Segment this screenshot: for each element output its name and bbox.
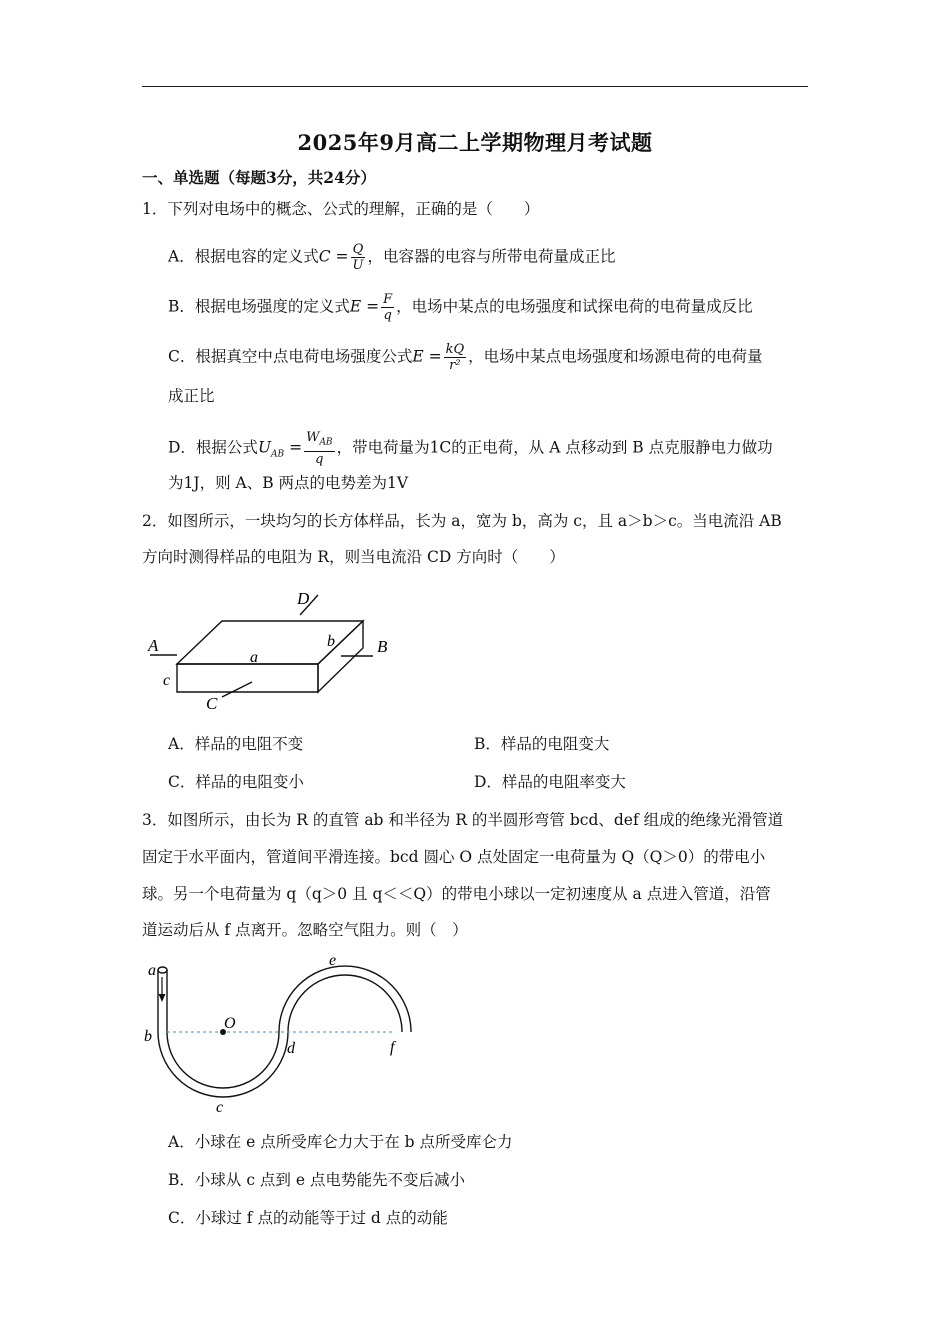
q1-b-post: ，电场中某点的电场强度和试探电荷的电荷量成反比 (396, 297, 753, 316)
q1-option-b (168, 292, 753, 323)
q3-stem-line4: 道运动后从 f 点离开。忽略空气阻力。则（ ） (142, 921, 468, 939)
page-title: 2025年9月高二上学期物理月考试题 (297, 130, 653, 155)
q1-d-fraction (304, 430, 335, 467)
q3-stem-line2: 固定于水平面内，管道间平滑连接。bcd 圆心 O 点处固定一电荷量为 Q（Q＞0）的带电小 (142, 848, 766, 866)
label-a: a (250, 649, 258, 666)
q1-c-den: r² (449, 358, 461, 373)
q1-option-a (168, 242, 615, 273)
q1-a-lhs: C = (318, 247, 349, 266)
q1-a-num: Q (352, 242, 364, 257)
q1-d-lhs: U (257, 438, 272, 457)
q1-b-num: F (383, 292, 393, 307)
q1-d-den: q (315, 451, 324, 467)
label-A: A (148, 636, 159, 655)
q3-option-c: C．小球过 f 点的动能等于过 d 点的动能 (168, 1209, 448, 1227)
q1-d-lhs-sub: AB (271, 449, 285, 460)
header-rule (142, 86, 808, 87)
q1-d-post: ，带电荷量为1C的正电荷，从 A 点移动到 B 点克服静电力做功 (336, 438, 773, 457)
label-D: D (297, 589, 310, 608)
q1-a-den: U (352, 258, 364, 273)
q2-option-c: C．样品的电阻变小 (168, 773, 304, 791)
pipe-entry (158, 967, 167, 973)
cuboid-front-face (177, 664, 318, 692)
label-B: B (377, 637, 388, 656)
q3-option-a: A．小球在 e 点所受库仑力大于在 b 点所受库仑力 (168, 1133, 513, 1151)
velocity-arrow-head (159, 994, 166, 1002)
q1-c-num: kQ (445, 342, 465, 357)
q1-c-text: C．根据真空中点电荷电场强度公式 (168, 347, 413, 366)
q1-c-fraction (444, 342, 467, 373)
cuboid-figure (140, 585, 400, 715)
q1-option-c-line2: 成正比 (168, 387, 215, 405)
label-point-e: e (329, 952, 337, 969)
pipe-inner-wall (167, 966, 411, 1088)
label-point-O: O (224, 1015, 236, 1032)
label-point-f: f (390, 1039, 395, 1056)
pipe-outer-wall (158, 970, 402, 1097)
q1-stem: 1．下列对电场中的概念、公式的理解，正确的是（ ） (142, 200, 540, 218)
q3-stem-line1: 3．如图所示，由长为 R 的直管 ab 和半径为 R 的半圆形弯管 bcd、def 组成的绝缘光滑管道 (142, 811, 784, 829)
q1-b-fraction (381, 292, 394, 323)
q1-option-d: D．根据公式$U_{AB}$ = $\frac{W_{AB}}{q}$ ，带电荷量为1C的正电荷，从 A 点移动到 B 点克服静电力做功 (168, 430, 773, 467)
q2-option-a: A．样品的电阻不变 (168, 735, 304, 753)
q1-d-num: W (306, 430, 320, 445)
q1-c-post: ，电场中某点电场强度和场源电荷的电荷量 (468, 347, 763, 366)
q1-d-num-sub: AB (319, 437, 333, 448)
label-point-c: c (216, 1099, 224, 1116)
cuboid-top-face (177, 621, 363, 664)
label-C: C (206, 694, 218, 713)
lead-C (222, 682, 252, 697)
q3-option-b: B．小球从 c 点到 e 点电势能先不变后减小 (168, 1171, 465, 1189)
q1-d-text: D．根据公式 (168, 438, 258, 457)
q1-b-text: B．根据电场强度的定义式 (168, 297, 350, 316)
section-heading: 一、单选题（每题3分，共24分） (142, 168, 376, 187)
q2-option-d: D．样品的电阻率变大 (474, 773, 626, 791)
label-c: c (163, 672, 171, 689)
q1-c-lhs: E = (412, 347, 442, 366)
q1-option-c (168, 342, 763, 373)
q1-b-den: q (383, 308, 392, 323)
q2-stem-line2: 方向时测得样品的电阻为 R，则当电流沿 CD 方向时（ ） (142, 548, 565, 566)
label-b: b (327, 633, 335, 650)
q2-option-b: B．样品的电阻变大 (474, 735, 610, 753)
label-point-d: d (287, 1040, 295, 1057)
q1-b-lhs: E = (349, 297, 380, 316)
pipe-figure (140, 950, 430, 1120)
q2-stem-line1: 2．如图所示，一块均匀的长方体样品，长为 a，宽为 b，高为 c，且 a＞b＞c。当电流沿 AB (142, 512, 782, 530)
q1-option-d-line2: 为1J，则 A、B 两点的电势差为1V (168, 474, 409, 492)
q1-a-fraction (350, 242, 365, 273)
q1-a-text: A．根据电容的定义式 (168, 247, 319, 266)
q3-stem-line3: 球。另一个电荷量为 q（q＞0 且 q＜＜Q）的带电小球以一定初速度从 a 点进入管道，沿管 (142, 885, 771, 903)
q1-a-post: ，电容器的电容与所带电荷量成正比 (367, 247, 616, 266)
label-point-b: b (144, 1028, 152, 1045)
label-point-a: a (148, 962, 156, 979)
